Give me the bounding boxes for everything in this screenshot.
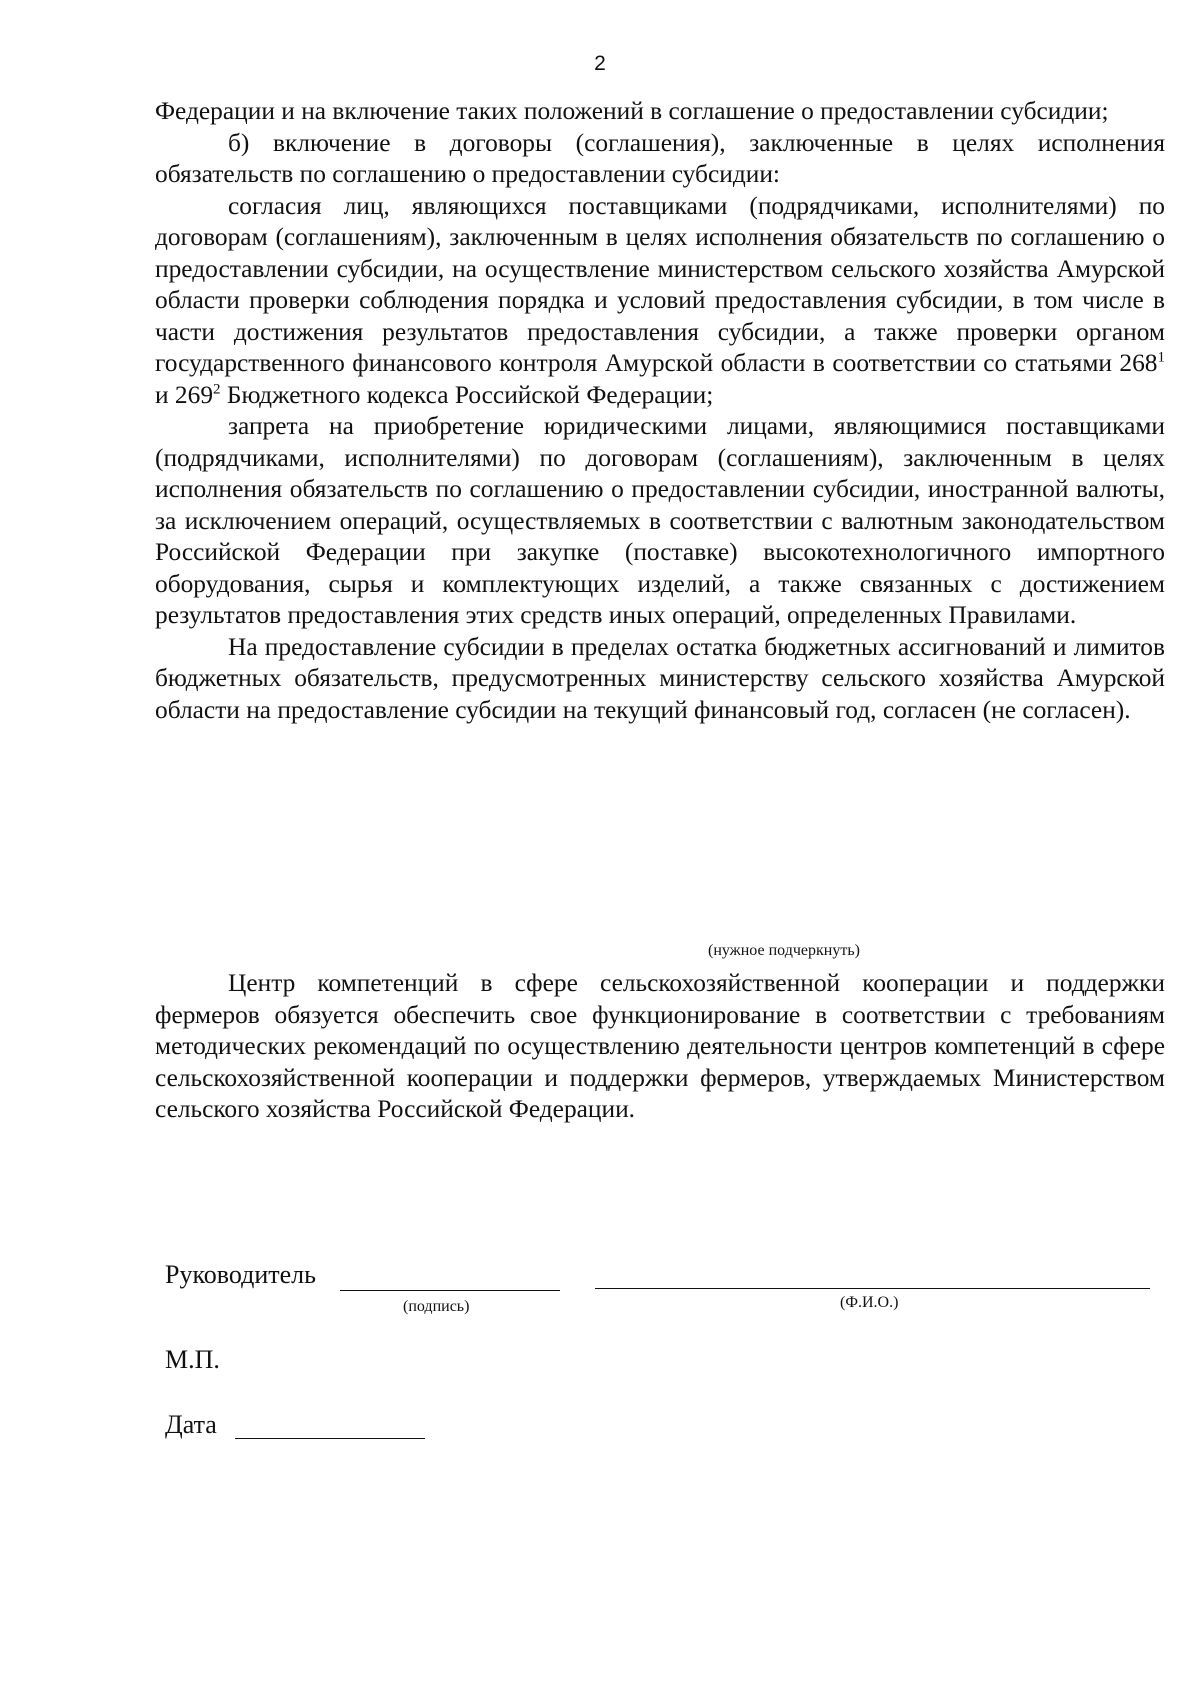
- stamp-label: М.П.: [165, 1345, 220, 1374]
- paragraph-6: Центр компетенций в сфере сельскохозяйственной кооперации и поддержки фермеров обязуется обеспечить свое функционирование в соответствии с требованиям методических рекомендаций по осуществлению деятельности центров компетенций в сфере сельскохозяйственной кооперации и поддержки фермеров, утверждаемых Министерством сельского хозяйства Российской Федерации.: [155, 969, 1165, 1123]
- name-caption: (Ф.И.О.): [840, 1294, 899, 1311]
- paragraph-4: запрета на приобретение юридическими лицами, являющимися поставщиками (подрядчиками, исполнителями) по договорам (соглашениям), заключенным в целях исполнения обязательств по соглашению о предоставлении субсидии, иностранной валюты, за исключением операций, осуществляемых в соответствии с валютным законодательством Российской Федерации при закупке (поставке) высокотехнологичного импортного оборудования, сырья и комплектующих изделий, а также связанных с достижением результатов предоставления этих средств иных операций, определенных Правилами.: [155, 412, 1165, 629]
- paragraph-5: На предоставление субсидии в пределах остатка бюджетных ассигнований и лимитов бюджетных обязательств, предусмотренных министерству сельского хозяйства Амурской области на предоставление субсидии на текущий финансовый год, согласен (не согласен).: [155, 632, 1165, 724]
- superscript-1: 1: [1157, 349, 1165, 366]
- name-line: [595, 1288, 1150, 1289]
- document-body-2: [155, 968, 1165, 1126]
- underline-hint: (нужное подчеркнуть): [708, 942, 860, 959]
- paragraph-3-end: Бюджетного кодекса Российской Федерации;: [220, 380, 714, 409]
- paragraph-3-text: согласия лиц, являющихся поставщиками (подрядчиками, исполнителями) по договорам (соглашениям), заключенным в целях исполнения обязательств по соглашению о предоставлении субсидии, на осуществление министерством сельского хозяйства Амурской области проверки соблюдения порядка и условий предоставления субсидии, в том числе в части достижения результатов предоставления субсидии, а также проверки органом государственного финансового контроля Амурской области в соответствии со статьями 268: [155, 191, 1165, 377]
- paragraph-3-mid: и 269: [155, 380, 214, 409]
- paragraph-1: Федерации и на включение таких положений в соглашение о предоставлении субсидии;: [155, 97, 1109, 125]
- document-body: [155, 96, 1165, 726]
- date-label: Дата: [165, 1410, 217, 1439]
- paragraph-2: б) включение в договоры (соглашения), заключенные в целях исполнения обязательств по соглашению о предоставлении субсидии:: [155, 128, 1165, 188]
- signature-line: [340, 1290, 560, 1291]
- date-line: [235, 1438, 425, 1439]
- head-label: Руководитель: [165, 1260, 316, 1289]
- signature-caption: (подпись): [403, 1298, 470, 1315]
- page-number: 2: [594, 52, 606, 75]
- superscript-2: 2: [213, 381, 221, 398]
- paragraph-3: [155, 191, 1165, 412]
